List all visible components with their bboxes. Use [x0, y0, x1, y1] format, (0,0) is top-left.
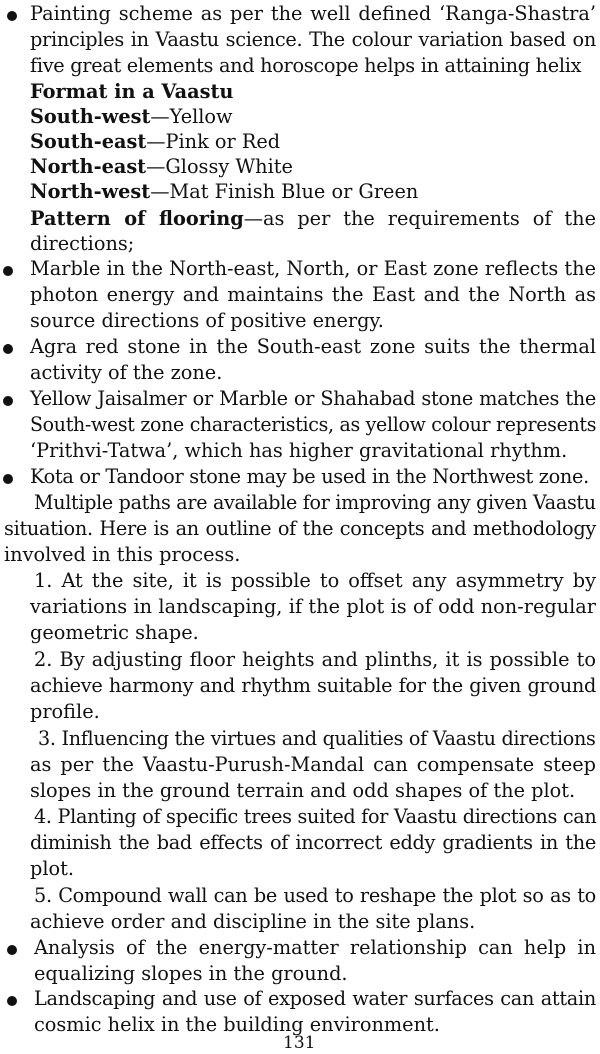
numbered-item-line: achieve order and discipline in the site plans. — [30, 910, 476, 933]
bullet-text-line: source directions of positive energy. — [30, 309, 384, 332]
bullet-text-line: Marble in the North-east, North, or East zone reflects the — [30, 257, 596, 280]
bullet-text-line: Yellow Jaisalmer or Marble or Shahabad stone matches the — [30, 387, 596, 410]
format-item — [30, 154, 293, 180]
numbered-item-line: 3. Influencing the virtues and qualities of Vaastu directions — [38, 727, 596, 750]
flooring-line — [30, 206, 596, 232]
colour-value: —Pink or Red — [146, 130, 281, 153]
bullet-text-line: Painting scheme as per the well defined ‘Ranga-Shastra’ — [30, 2, 596, 25]
numbered-item-line: achieve harmony and rhythm suitable for the given ground — [30, 674, 596, 697]
format-heading: Format in a Vaastu — [30, 80, 234, 103]
format-item — [30, 104, 233, 130]
bullet-point — [7, 945, 17, 955]
bullet-text-line: five great elements and horoscope helps in attaining helix — [30, 54, 582, 77]
numbered-item-line: 4. Planting of specific trees suited for Vaastu directions can — [34, 805, 597, 828]
format-item — [30, 179, 418, 205]
direction-label: South-east — [30, 130, 147, 153]
numbered-item-line: slopes in the ground terrain and odd shapes of the plot. — [30, 779, 576, 802]
numbered-item-line: as per the Vaastu-Purush-Mandal can compensate steep — [30, 753, 596, 776]
paragraph-line: situation. Here is an outline of the concepts and methodology — [4, 517, 596, 540]
flooring-line: directions; — [30, 232, 135, 255]
bullet-text-line: Kota or Tandoor stone may be used in the Northwest zone. — [30, 465, 589, 488]
colour-value: —Glossy White — [146, 155, 293, 178]
paragraph-line: involved in this process. — [4, 543, 241, 566]
numbered-item-line: 5. Compound wall can be used to reshape the plot so as to — [34, 884, 596, 907]
colour-value: —Mat Finish Blue or Green — [150, 180, 419, 203]
bullet-point — [7, 996, 17, 1006]
numbered-item-line: 1. At the site, it is possible to offset any asymmetry by — [34, 569, 596, 592]
numbered-item-line: 2. By adjusting floor heights and plinths, it is possible to — [34, 648, 596, 671]
numbered-item-line: profile. — [30, 700, 100, 723]
bullet-point — [3, 344, 13, 354]
bullet-text-line: photon energy and maintains the East and the North as — [30, 283, 596, 306]
bullet-text-line: Analysis of the energy-matter relationship can help in — [34, 936, 596, 959]
direction-label: South-west — [30, 105, 151, 128]
direction-label: North-west — [30, 180, 151, 203]
bullet-text-line: Landscaping and use of exposed water surfaces can attain — [34, 987, 596, 1010]
page-number: 131 — [283, 1033, 316, 1053]
bullet-text-line: equalizing slopes in the ground. — [34, 962, 348, 985]
bullet-point — [3, 266, 13, 276]
format-item — [30, 129, 280, 155]
bullet-text-line: ‘Prithvi-Tatwa’, which has higher gravitational rhythm. — [30, 439, 568, 462]
bullet-text-line: South-west zone characteristics, as yellow colour represents — [30, 413, 597, 436]
numbered-item-line: geometric shape. — [30, 621, 199, 644]
numbered-item-line: variations in landscaping, if the plot is of odd non-regular — [30, 595, 596, 618]
numbered-item-line: diminish the bad effects of incorrect eddy gradients in the — [30, 831, 596, 854]
colour-value: —Yellow — [150, 105, 233, 128]
bullet-text-line: principles in Vaastu science. The colour variation based on — [30, 28, 596, 51]
bullet-text-line: cosmic helix in the building environment. — [34, 1013, 440, 1036]
bullet-text-line: activity of the zone. — [30, 361, 223, 384]
bullet-point — [7, 11, 17, 21]
bullet-point — [3, 396, 13, 406]
paragraph-line: Multiple paths are available for improving any given Vaastu — [34, 491, 596, 514]
flooring-text: —as per the requirements of the — [243, 207, 596, 230]
bullet-point — [3, 474, 13, 484]
flooring-label: Pattern of flooring — [30, 207, 244, 230]
numbered-item-line: plot. — [30, 857, 74, 880]
direction-label: North-east — [30, 155, 147, 178]
bullet-text-line: Agra red stone in the South-east zone suits the thermal — [30, 335, 596, 358]
